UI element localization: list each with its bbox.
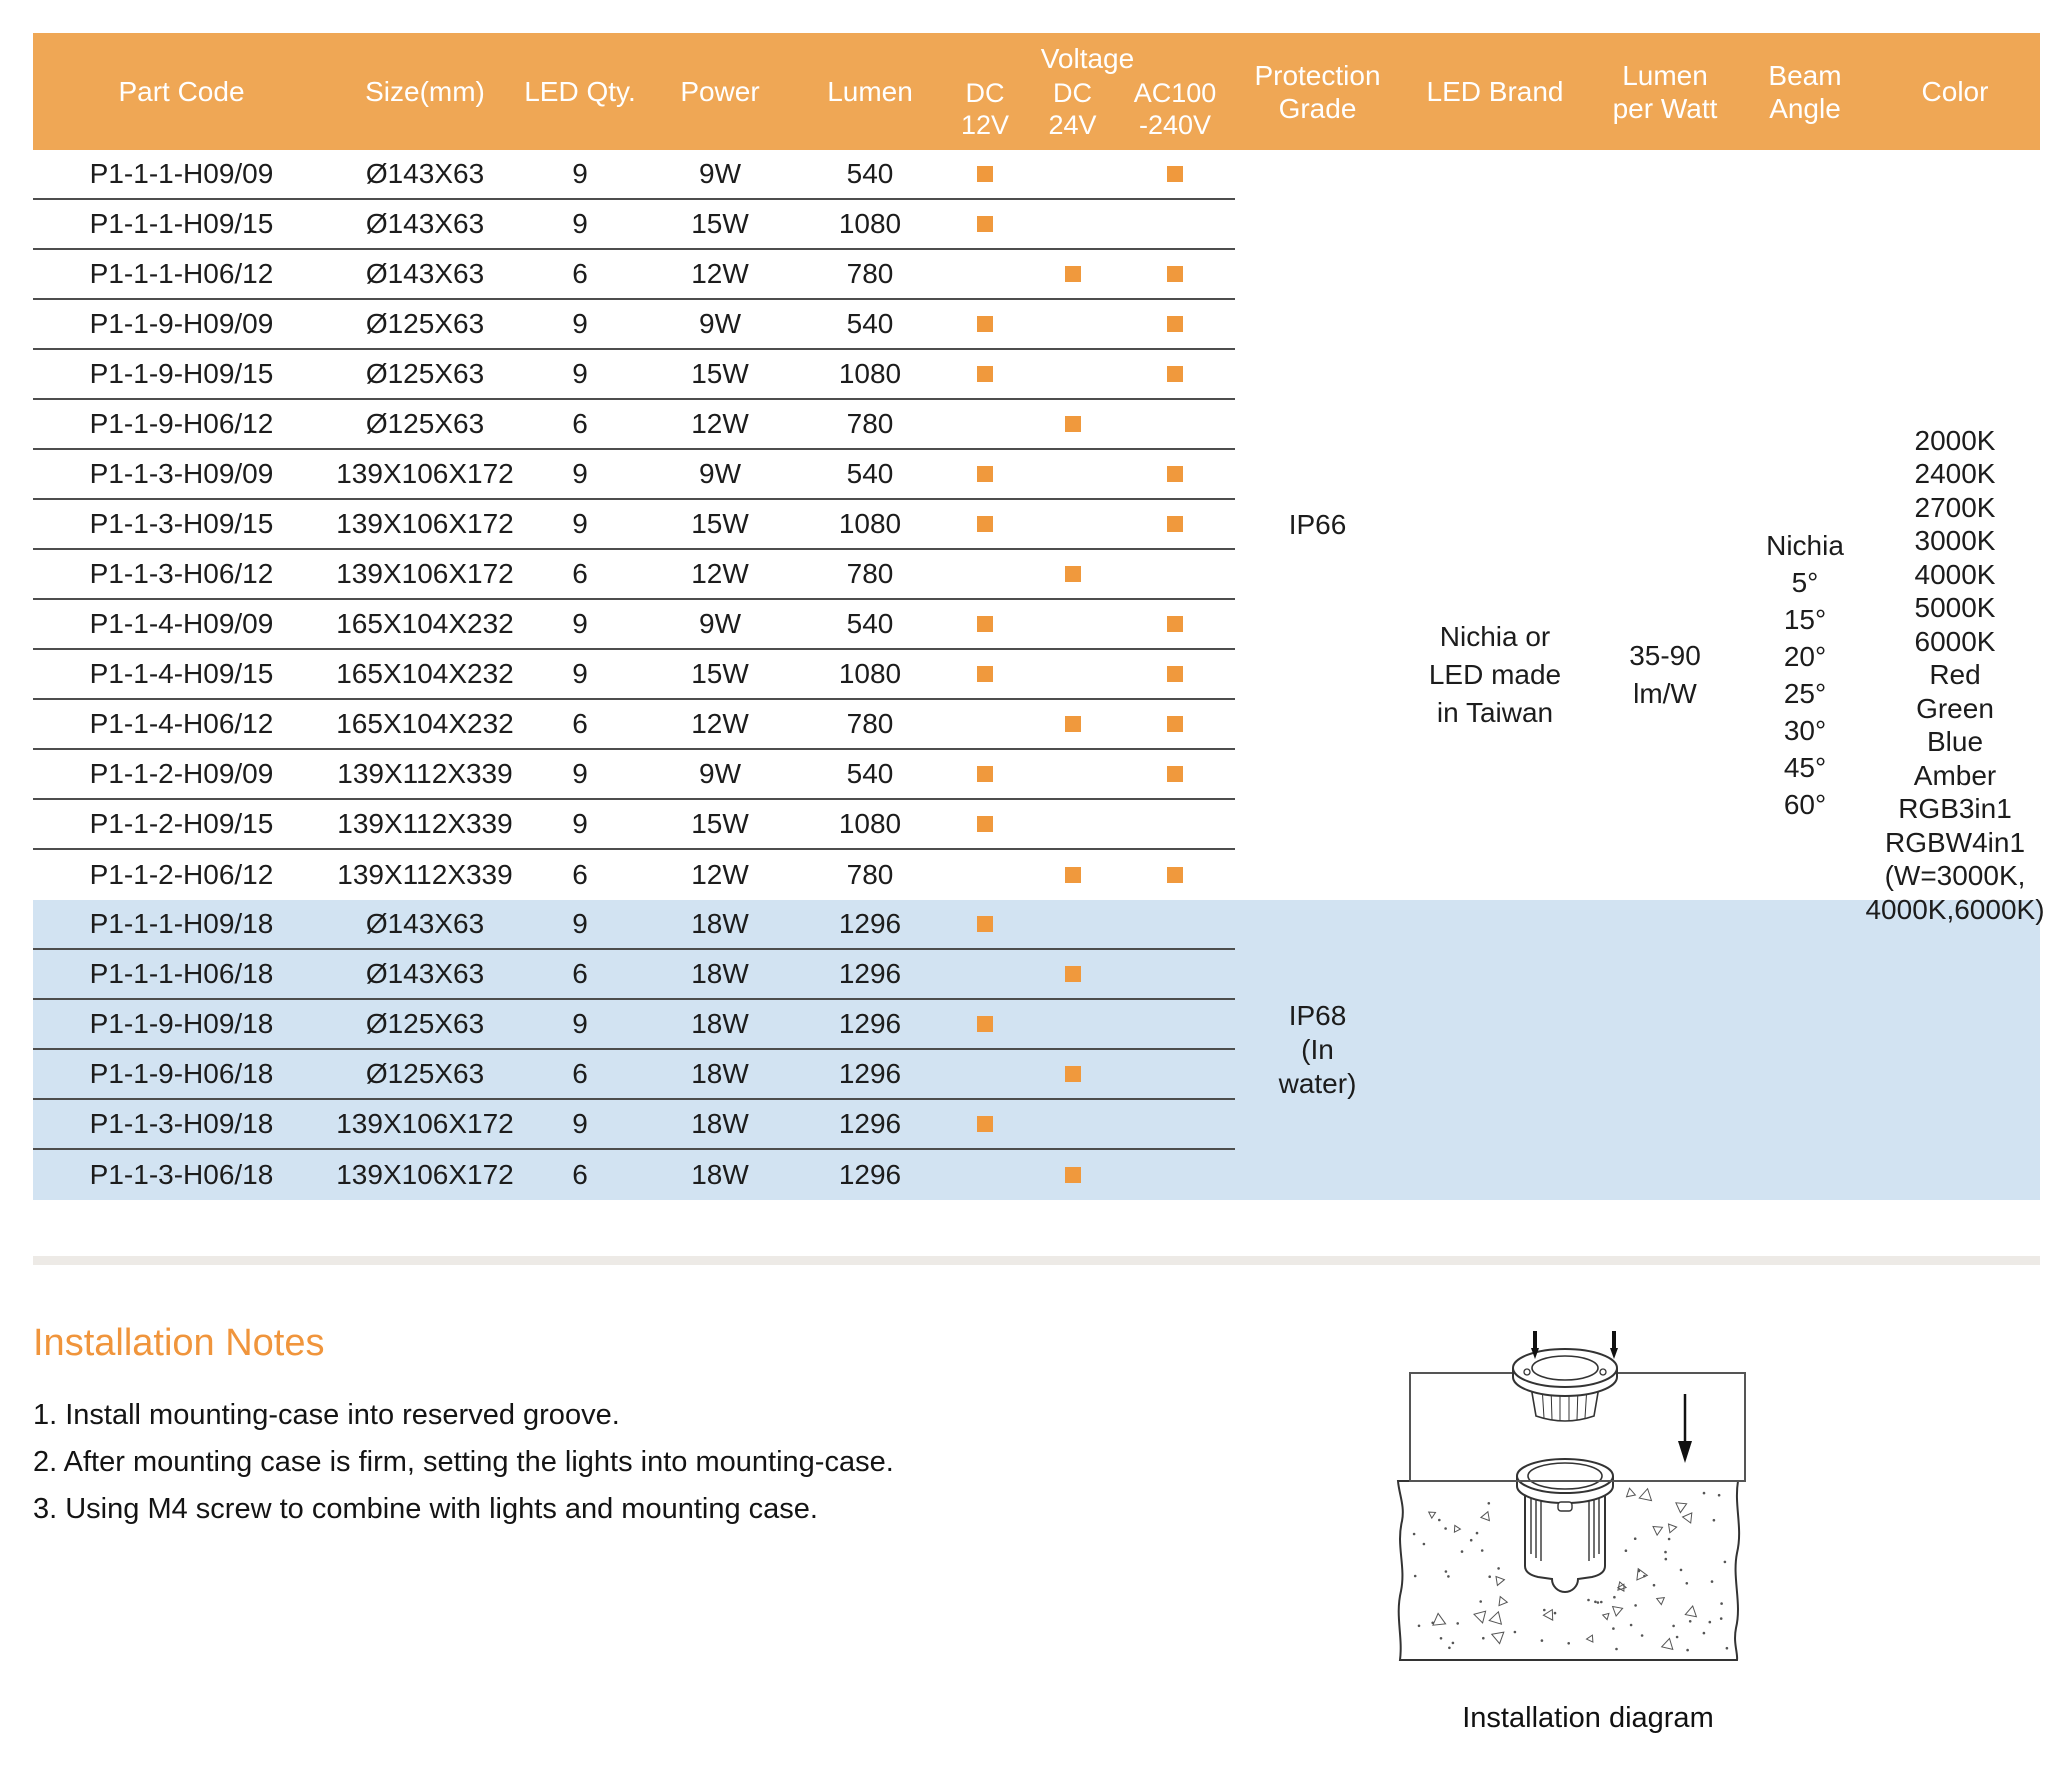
down-arrow-icon xyxy=(1678,1394,1692,1463)
voltage-check-square xyxy=(1167,266,1183,282)
voltage-check-square xyxy=(1167,516,1183,532)
cell-qty: 9 xyxy=(572,808,588,839)
voltage-check-square xyxy=(1065,266,1081,282)
table-row xyxy=(33,300,1235,350)
cell-qty: 9 xyxy=(572,358,588,389)
voltage-check-square xyxy=(977,216,993,232)
text-line: Grade xyxy=(1278,92,1357,124)
cell-lumen: 540 xyxy=(846,158,894,189)
table-row xyxy=(33,250,1235,300)
table-row xyxy=(33,800,1235,850)
voltage-check-square xyxy=(1167,867,1183,883)
text-line: Blue xyxy=(1926,726,1984,758)
voltage-check-square xyxy=(1167,366,1183,382)
cell-size: 139X106X172 xyxy=(336,458,514,489)
cell-lumen: 1296 xyxy=(838,1058,902,1089)
cell-power: 9W xyxy=(699,308,741,339)
cell-voltage-dc24 xyxy=(1030,1066,1115,1082)
text-line: (In xyxy=(1301,1034,1334,1065)
text-line: Lumen xyxy=(1622,59,1708,91)
cell-lumen: 780 xyxy=(846,708,894,739)
table-row xyxy=(33,850,1235,900)
text-line: 2700K xyxy=(1914,491,1996,523)
cell-lumen: 1296 xyxy=(838,908,902,939)
voltage-check-square xyxy=(977,516,993,532)
installation-note-item: 2. After mounting case is firm, setting the lights into mounting-case. xyxy=(33,1446,894,1478)
cell-part-code: P1-1-4-H09/09 xyxy=(89,608,274,639)
cell-size: Ø125X63 xyxy=(365,1008,485,1039)
cell-size: Ø125X63 xyxy=(365,308,485,339)
cell-part-code: P1-1-1-H06/18 xyxy=(89,958,274,989)
cell-qty: 9 xyxy=(572,1108,588,1139)
cell-qty: 6 xyxy=(572,1159,588,1190)
cell-size: 139X106X172 xyxy=(336,1108,514,1139)
cell-size: 165X104X232 xyxy=(336,658,514,689)
installation-diagram xyxy=(1388,1326,1788,1735)
cell-part-code: P1-1-4-H09/15 xyxy=(89,658,274,689)
text-line: DC xyxy=(1053,78,1092,108)
text-line: Nichia or xyxy=(1439,621,1551,652)
voltage-check-square xyxy=(1065,966,1081,982)
text-line: 60° xyxy=(1783,789,1827,820)
cell-qty: 9 xyxy=(572,1008,588,1039)
cell-lumen: 1296 xyxy=(838,958,902,989)
cell-power: 18W xyxy=(691,908,749,939)
cell-power: 18W xyxy=(691,1008,749,1039)
cell-part-code: P1-1-9-H09/18 xyxy=(89,1008,274,1039)
cell-size: Ø143X63 xyxy=(365,908,485,939)
voltage-check-square xyxy=(977,1116,993,1132)
cell-power: 9W xyxy=(699,608,741,639)
installation-notes-heading: Installation Notes xyxy=(33,1322,325,1364)
text-line: 35-90 xyxy=(1629,640,1701,671)
cell-voltage-dc24 xyxy=(1030,266,1115,282)
cell-size: 139X106X172 xyxy=(336,508,514,539)
cell-lumen: 780 xyxy=(846,258,894,289)
cell-voltage-ac xyxy=(1115,266,1235,282)
voltage-check-square xyxy=(1167,666,1183,682)
cell-size: 139X106X172 xyxy=(336,558,514,589)
cell-voltage-dc24 xyxy=(1030,966,1115,982)
cell-part-code: P1-1-2-H09/09 xyxy=(89,758,274,789)
cell-voltage-dc24 xyxy=(1030,867,1115,883)
voltage-check-square xyxy=(1167,716,1183,732)
col-header-protection-grade xyxy=(1235,33,1400,150)
mounting-case-tab xyxy=(1558,1502,1572,1511)
voltage-check-square xyxy=(977,366,993,382)
cell-voltage-dc12 xyxy=(940,466,1030,482)
cell-lumen: 540 xyxy=(846,758,894,789)
cell-voltage-ac xyxy=(1115,867,1235,883)
voltage-check-square xyxy=(1065,1066,1081,1082)
cell-qty: 6 xyxy=(572,558,588,589)
cell-voltage-ac xyxy=(1115,716,1235,732)
table-row xyxy=(33,200,1235,250)
table-row xyxy=(33,1000,1235,1050)
cell-qty: 9 xyxy=(572,908,588,939)
col-header-color: Color xyxy=(1921,76,1989,107)
cell-qty: 9 xyxy=(572,208,588,239)
cell-voltage-ac xyxy=(1115,166,1235,182)
cell-voltage-dc12 xyxy=(940,216,1030,232)
cell-size: Ø143X63 xyxy=(365,158,485,189)
cell-qty: 9 xyxy=(572,508,588,539)
voltage-check-square xyxy=(977,916,993,932)
cell-size: Ø143X63 xyxy=(365,258,485,289)
text-line: DC xyxy=(965,78,1005,108)
cell-size: Ø125X63 xyxy=(365,408,485,439)
cell-lumen: 1080 xyxy=(838,508,902,539)
cell-power: 12W xyxy=(691,708,749,739)
cell-voltage-ac xyxy=(1115,616,1235,632)
text-line: Green xyxy=(1916,692,1994,724)
cell-voltage-dc12 xyxy=(940,816,1030,832)
cell-voltage-ac xyxy=(1115,516,1235,532)
cell-power: 18W xyxy=(691,1058,749,1089)
cell-qty: 6 xyxy=(572,258,588,289)
cell-power: 9W xyxy=(699,158,741,189)
col-header-size: Size(mm) xyxy=(365,76,485,107)
cell-part-code: P1-1-9-H09/09 xyxy=(89,308,274,339)
voltage-group-label: Voltage xyxy=(1040,43,1135,74)
text-line: lm/W xyxy=(1633,678,1697,709)
cell-power: 9W xyxy=(699,758,741,789)
cell-power: 15W xyxy=(691,658,749,689)
voltage-check-square xyxy=(977,166,993,182)
text-line: 45° xyxy=(1783,752,1827,783)
cell-voltage-dc12 xyxy=(940,666,1030,682)
cell-power: 15W xyxy=(691,358,749,389)
cell-lumen: 1080 xyxy=(838,208,902,239)
cell-power: 18W xyxy=(691,1108,749,1139)
voltage-check-square xyxy=(1065,716,1081,732)
text-line: Protection xyxy=(1254,59,1381,91)
table-row xyxy=(33,550,1235,600)
installation-note-item: 3. Using M4 screw to combine with lights and mounting case. xyxy=(33,1493,818,1525)
cell-size: Ø143X63 xyxy=(365,958,485,989)
text-line: 5000K xyxy=(1914,592,1996,624)
fixture-lens xyxy=(1532,1356,1598,1380)
cell-voltage-dc12 xyxy=(940,616,1030,632)
installation-notes-list xyxy=(33,1392,894,1533)
cell-power: 12W xyxy=(691,859,749,890)
cell-qty: 9 xyxy=(572,458,588,489)
text-line: RGBW4in1 xyxy=(1884,826,2026,858)
cell-qty: 9 xyxy=(572,758,588,789)
col-header-part-code: Part Code xyxy=(118,76,245,107)
table-row xyxy=(33,600,1235,650)
cell-part-code: P1-1-1-H09/18 xyxy=(89,908,274,939)
cell-power: 15W xyxy=(691,508,749,539)
cell-voltage-dc24 xyxy=(1030,416,1115,432)
cell-lumen: 1296 xyxy=(838,1159,902,1190)
cell-lumen: 1296 xyxy=(838,1008,902,1039)
col-header-power: Power xyxy=(680,76,760,107)
cell-lumen: 540 xyxy=(846,308,894,339)
voltage-check-square xyxy=(1167,166,1183,182)
table-row xyxy=(33,1100,1235,1150)
cell-voltage-dc12 xyxy=(940,1116,1030,1132)
text-line: 3000K xyxy=(1914,525,1996,557)
text-line: LED made xyxy=(1428,659,1562,690)
cell-power: 12W xyxy=(691,558,749,589)
table-row xyxy=(33,150,1235,200)
cell-qty: 9 xyxy=(572,158,588,189)
voltage-check-square xyxy=(977,466,993,482)
table-row xyxy=(33,400,1235,450)
text-line: 4000K,6000K) xyxy=(1865,893,2045,925)
cell-power: 18W xyxy=(691,958,749,989)
voltage-check-square xyxy=(1065,1167,1081,1183)
section-divider xyxy=(33,1256,2040,1265)
cell-size: 165X104X232 xyxy=(336,708,514,739)
cell-part-code: P1-1-3-H09/15 xyxy=(89,508,274,539)
text-line: Nichia xyxy=(1766,530,1844,561)
table-row xyxy=(33,500,1235,550)
cell-size: 139X112X339 xyxy=(337,859,513,890)
cell-voltage-dc24 xyxy=(1030,1167,1115,1183)
voltage-check-square xyxy=(1065,867,1081,883)
cell-size: Ø125X63 xyxy=(365,1058,485,1089)
voltage-check-square xyxy=(977,816,993,832)
cell-lumen: 1080 xyxy=(838,658,902,689)
cell-power: 12W xyxy=(691,408,749,439)
cell-voltage-dc24 xyxy=(1030,566,1115,582)
cell-voltage-dc12 xyxy=(940,916,1030,932)
cell-part-code: P1-1-3-H09/09 xyxy=(89,458,274,489)
cell-qty: 6 xyxy=(572,859,588,890)
cell-voltage-ac xyxy=(1115,766,1235,782)
cell-size: 139X112X339 xyxy=(337,808,513,839)
text-line: 5° xyxy=(1791,567,1819,598)
cell-voltage-ac xyxy=(1115,316,1235,332)
cell-qty: 9 xyxy=(572,308,588,339)
cell-lumen: 540 xyxy=(846,608,894,639)
text-line: 4000K xyxy=(1914,558,1996,590)
cell-voltage-dc12 xyxy=(940,316,1030,332)
cell-voltage-ac xyxy=(1115,366,1235,382)
cell-part-code: P1-1-3-H06/18 xyxy=(89,1159,274,1190)
cell-power: 12W xyxy=(691,258,749,289)
cell-lumen: 1080 xyxy=(838,808,902,839)
voltage-check-square xyxy=(1065,416,1081,432)
voltage-check-square xyxy=(1167,616,1183,632)
voltage-check-square xyxy=(1167,316,1183,332)
protection-grade-ip66: IP66 xyxy=(1288,509,1347,540)
cell-power: 18W xyxy=(691,1159,749,1190)
cell-power: 9W xyxy=(699,458,741,489)
table-row xyxy=(33,1150,1235,1200)
cell-part-code: P1-1-2-H09/15 xyxy=(89,808,274,839)
voltage-check-square xyxy=(977,616,993,632)
text-line: RGB3in1 xyxy=(1898,793,2012,825)
text-line: 6000K xyxy=(1914,625,1996,657)
text-line: per Watt xyxy=(1612,92,1718,124)
voltage-check-square xyxy=(1167,466,1183,482)
cell-part-code: P1-1-1-H06/12 xyxy=(89,258,274,289)
text-line: Angle xyxy=(1769,92,1841,124)
cell-lumen: 780 xyxy=(846,859,894,890)
cell-voltage-dc12 xyxy=(940,516,1030,532)
table-row xyxy=(33,450,1235,500)
cell-size: Ø143X63 xyxy=(365,208,485,239)
col-header-beam-angle xyxy=(1740,33,1870,150)
table-row xyxy=(33,750,1235,800)
cell-voltage-dc12 xyxy=(940,766,1030,782)
text-line: (W=3000K, xyxy=(1884,860,2026,892)
table-row xyxy=(33,700,1235,750)
text-line: 12V xyxy=(960,110,1010,140)
cell-size: 139X106X172 xyxy=(336,1159,514,1190)
voltage-check-square xyxy=(1065,566,1081,582)
cell-size: 139X112X339 xyxy=(337,758,513,789)
voltage-check-square xyxy=(977,766,993,782)
col-header-dc12 xyxy=(940,77,1030,141)
cell-qty: 6 xyxy=(572,408,588,439)
cell-voltage-ac xyxy=(1115,466,1235,482)
text-line: Beam xyxy=(1768,59,1842,91)
cell-part-code: P1-1-9-H06/12 xyxy=(89,408,274,439)
cell-voltage-dc12 xyxy=(940,1016,1030,1032)
text-line: water) xyxy=(1278,1068,1357,1099)
table-body xyxy=(33,150,2045,1200)
text-line: IP68 xyxy=(1288,1000,1347,1031)
cell-qty: 9 xyxy=(572,608,588,639)
cell-lumen: 780 xyxy=(846,408,894,439)
cell-power: 15W xyxy=(691,808,749,839)
cell-voltage-dc24 xyxy=(1030,716,1115,732)
text-line: 15° xyxy=(1783,604,1827,635)
table-row xyxy=(33,350,1235,400)
product-spec-table xyxy=(33,33,2045,1200)
cell-part-code: P1-1-4-H06/12 xyxy=(89,708,274,739)
cell-lumen: 540 xyxy=(846,458,894,489)
table-row xyxy=(33,950,1235,1000)
text-line: 2000K xyxy=(1914,424,1996,456)
cell-part-code: P1-1-3-H06/12 xyxy=(89,558,274,589)
cell-part-code: P1-1-1-H09/15 xyxy=(89,208,274,239)
cell-qty: 6 xyxy=(572,1058,588,1089)
table-header xyxy=(33,33,2040,150)
cell-qty: 6 xyxy=(572,958,588,989)
col-header-led-qty: LED Qty. xyxy=(524,76,636,107)
col-header-lumen-per-watt xyxy=(1590,33,1740,150)
cell-part-code: P1-1-3-H09/18 xyxy=(89,1108,274,1139)
cell-part-code: P1-1-9-H06/18 xyxy=(89,1058,274,1089)
ip68-rows-section xyxy=(33,900,1235,1200)
voltage-check-square xyxy=(977,666,993,682)
cell-lumen: 1296 xyxy=(838,1108,902,1139)
cell-qty: 9 xyxy=(572,658,588,689)
voltage-check-square xyxy=(977,1016,993,1032)
text-line: 25° xyxy=(1783,678,1827,709)
cell-qty: 6 xyxy=(572,708,588,739)
voltage-check-square xyxy=(1167,766,1183,782)
cell-part-code: P1-1-1-H09/09 xyxy=(89,158,274,189)
text-line: AC100 xyxy=(1133,78,1217,108)
text-line: 2400K xyxy=(1914,458,1996,490)
cell-voltage-dc12 xyxy=(940,166,1030,182)
table-row xyxy=(33,650,1235,700)
text-line: 24V xyxy=(1048,110,1097,140)
text-line: 20° xyxy=(1783,641,1827,672)
table-row xyxy=(33,1050,1235,1100)
cell-size: 165X104X232 xyxy=(336,608,514,639)
table-row xyxy=(33,900,1235,950)
cell-power: 15W xyxy=(691,208,749,239)
cell-part-code: P1-1-2-H06/12 xyxy=(89,859,274,890)
cell-lumen: 1080 xyxy=(838,358,902,389)
installation-diagram-drawing xyxy=(1388,1326,1788,1671)
ip66-rows-section xyxy=(33,150,1235,900)
cell-voltage-ac xyxy=(1115,666,1235,682)
text-line: Amber xyxy=(1913,759,1997,791)
mounting-case-opening xyxy=(1528,1463,1602,1489)
cell-part-code: P1-1-9-H09/15 xyxy=(89,358,274,389)
text-line: 30° xyxy=(1783,715,1827,746)
text-line: -240V xyxy=(1138,110,1212,140)
voltage-check-square xyxy=(977,316,993,332)
col-header-led-brand: LED Brand xyxy=(1426,76,1564,107)
text-line: Red xyxy=(1929,659,1981,691)
col-header-dc24 xyxy=(1030,77,1115,141)
installation-note-item: 1. Install mounting-case into reserved groove. xyxy=(33,1399,620,1431)
cell-size: Ø125X63 xyxy=(365,358,485,389)
diagram-caption: Installation diagram xyxy=(1462,1702,1714,1734)
cell-lumen: 780 xyxy=(846,558,894,589)
cell-voltage-dc12 xyxy=(940,366,1030,382)
col-header-lumen: Lumen xyxy=(827,76,913,107)
col-header-ac100-240 xyxy=(1115,77,1235,141)
col-header-voltage-group xyxy=(940,33,1235,150)
screw-right-icon xyxy=(1610,1331,1618,1359)
text-line: in Taiwan xyxy=(1436,697,1554,728)
